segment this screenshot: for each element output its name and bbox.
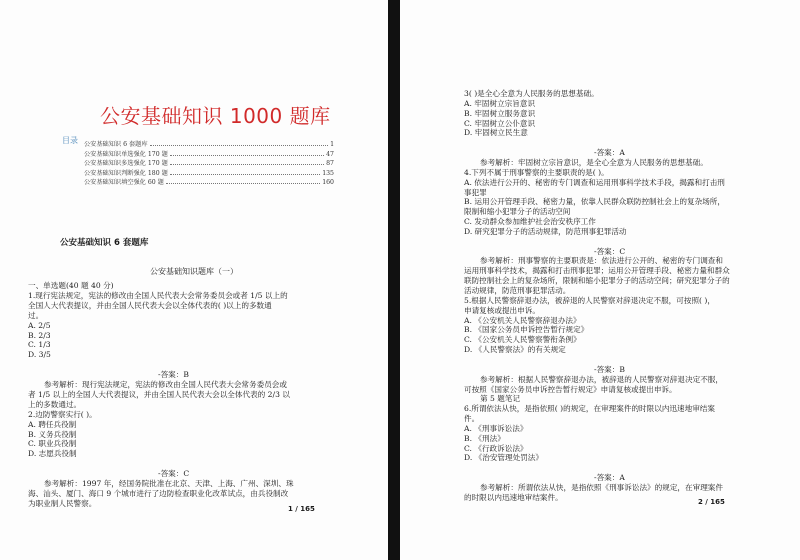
toc-leader-dots	[150, 145, 329, 146]
section-title: 公安基础知识 6 套题库	[60, 238, 149, 248]
text-line: 过。	[28, 310, 44, 320]
text-line: 3( )是全心全意为人民服务的思想基础。	[464, 89, 599, 98]
text-line: B. 《国家公务员申诉控告暂行规定》	[464, 325, 589, 335]
text-line: 上的多数通过。	[28, 399, 82, 409]
toc-entry[interactable]	[84, 177, 334, 187]
text-line: 事犯罪	[464, 187, 487, 197]
toc-entry-page: 160	[322, 179, 334, 187]
text-line: 第 5 题笔记	[480, 394, 521, 404]
answer-line: -答案：C	[594, 246, 626, 256]
text-line: A. 《公安机关人民警察辞退办法》	[464, 315, 581, 325]
text-line: 5.根据人民警察辞退办法，被辞退的人民警察对辞退决定不服，可按照( )，	[464, 295, 715, 305]
text-line: D. 《人民警察法》的有关规定	[464, 345, 566, 355]
text-line: 件。	[464, 414, 480, 424]
text-line: A. 《刑事诉讼法》	[464, 423, 528, 433]
text-line: B. 运用公开管理手段、秘密力量，依靠人民群众联防控制社会上的复杂场所，	[464, 197, 725, 207]
text-line: A. 依法进行公开的、秘密的专门调查和运用刑事科学技术手段，揭露和打击刑	[464, 177, 725, 187]
text-line: C. 1/3	[28, 340, 51, 350]
text-line: 海、汕头、厦门、海口 9 个城市进行了边防检查职业化改革试点，由兵役制改	[28, 488, 289, 498]
text-line: 限制和缩小犯罪分子的活动空间	[464, 207, 571, 217]
text-line: 运用刑事科学技术，揭露和打击刑事犯罪；运用公开管理手段、秘密力量和群众	[464, 266, 730, 276]
text-line: C. 《行政诉讼法》	[464, 443, 528, 453]
toc-label: 目录	[62, 136, 78, 145]
text-line: 全国人大代表提议，并由全国人民代表大会以全体代表的( )以上的多数通	[28, 300, 272, 310]
text-line: 申请复核或提出申诉。	[464, 305, 540, 315]
text-line: A. 牢固树立宗旨意识	[464, 98, 536, 108]
text-line: C. 发动群众参加维护社会治安秩序工作	[464, 217, 596, 227]
text-line: 参考解析：牢固树立宗旨意识，是全心全意为人民服务的思想基础。	[480, 157, 708, 167]
text-line: 1.现行宪法规定，宪法的修改由全国人民代表大会常务委员会或者 1/5 以上的	[28, 290, 288, 300]
answer-line: -答案：A	[594, 473, 625, 483]
text-line: 参考解析：根据人民警察辞退办法，被辞退的人民警察对辞退决定不服，	[480, 374, 723, 384]
text-line: 参考解析：1997 年，经国务院批准在北京、天津、上海、广州、深圳、珠	[44, 479, 294, 488]
text-line: B. 2/3	[28, 330, 51, 340]
document-page-2	[400, 0, 800, 560]
text-line: D. 研究犯罪分子的活动规律，防范刑事犯罪活动	[464, 226, 627, 236]
toc-entry[interactable]	[84, 158, 334, 168]
text-line: C. 牢固树立公仆意识	[464, 118, 536, 128]
text-line: C. 职业兵役制	[28, 439, 77, 449]
toc-entry-title: 公安基础知识判断强化 180 题	[84, 169, 168, 177]
document-title: 公安基础知识 1000 题库	[100, 104, 331, 128]
text-line: 4.下列不属于刑事警察的主要职责的是( )。	[464, 167, 609, 177]
text-line: D. 牢固树立民生意	[464, 128, 528, 138]
toc-entry[interactable]	[84, 139, 334, 149]
toc-entry-title: 公安基础知识填空强化 60 题	[84, 179, 164, 187]
toc-leader-dots	[170, 174, 320, 175]
text-line: 可按照《国家公务员申诉控告暂行规定》申请复核或提出申诉。	[464, 384, 677, 394]
text-line: D. 《治安管理处罚法》	[464, 453, 543, 463]
text-line: B. 牢固树立服务意识	[464, 108, 536, 118]
toc-entry-title: 公安基础知识多选强化 170 题	[84, 160, 168, 168]
page-number: 1 / 165	[288, 505, 315, 513]
text-line: D. 3/5	[28, 350, 51, 360]
answer-line: -答案：B	[594, 364, 625, 374]
toc-leader-dots	[170, 155, 324, 156]
toc-entry-page: 47	[326, 150, 334, 158]
text-line: A. 聘任兵役制	[28, 419, 77, 429]
toc-entry[interactable]	[84, 168, 334, 178]
text-line: 参考解析：所谓依法从快，是指依照《刑事诉讼法》的规定，在审理案件	[480, 483, 723, 492]
text-line: 一、单选题(40 题 40 分)	[28, 281, 114, 290]
text-line: 为职业制人民警察。	[28, 498, 97, 508]
text-line: 活动规律，防范刑事犯罪活动。	[464, 286, 571, 295]
toc-entry-title: 公安基础知识 6 套题库	[84, 141, 148, 148]
toc-entry-page: 1	[330, 141, 334, 148]
answer-line: -答案：C	[158, 469, 190, 479]
answer-line: -答案：B	[158, 370, 189, 380]
toc-entry-page: 135	[322, 169, 334, 177]
page-number: 2 / 165	[698, 498, 725, 506]
page-gap	[388, 0, 400, 560]
text-line: C. 《公安机关人民警察警衔条例》	[464, 335, 581, 345]
text-line: 参考解析：现行宪法规定，宪法的修改由全国人民代表大会常务委员会或	[44, 380, 287, 389]
document-page-1	[0, 0, 388, 560]
text-line: A. 2/5	[28, 320, 51, 330]
text-line: 2.边防警察实行( )。	[28, 409, 97, 419]
text-line: 6.所谓依法从快，是指依照( )的规定，在审理案件的时限以内迅速地审结案	[464, 404, 715, 414]
text-line: 联防控制社会上的复杂场所，限制和缩小犯罪分子的活动空间；研究犯罪分子的	[464, 276, 730, 286]
text-line: 参考解析：刑事警察的主要职责是：依法进行公开的、秘密的专门调查和	[480, 256, 723, 266]
toc-entry[interactable]	[84, 149, 334, 159]
text-line: 者 1/5 以上的全国人大代表提议，并由全国人民代表大会以全体代表的 2/3 以	[28, 389, 290, 399]
toc-leader-dots	[170, 164, 324, 165]
toc-entry-title: 公安基础知识单选强化 170 题	[84, 150, 168, 158]
text-line: 的时限以内迅速地审结案件。	[464, 492, 563, 502]
toc-leader-dots	[166, 183, 320, 184]
answer-line: -答案：A	[594, 148, 625, 158]
text-line: B. 《刑法》	[464, 433, 505, 443]
exam-title: 公安基础知识题库（一）	[150, 267, 238, 276]
text-line: D. 志愿兵役制	[28, 449, 77, 459]
toc-entry-page: 87	[326, 160, 334, 168]
table-of-contents	[84, 139, 334, 187]
text-line: B. 义务兵役制	[28, 429, 77, 439]
